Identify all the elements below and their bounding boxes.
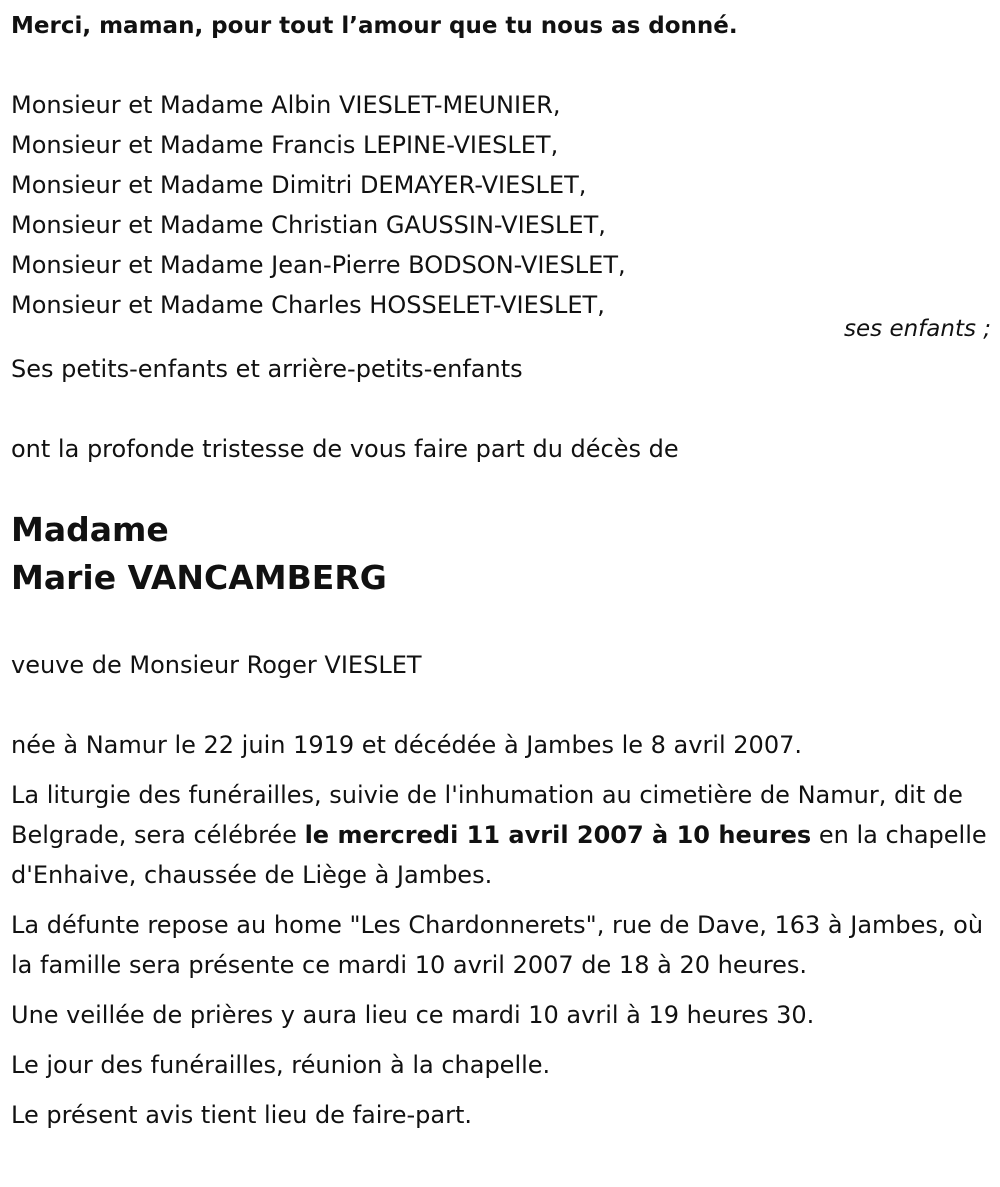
deceased-name: Marie VANCAMBERG: [11, 558, 387, 597]
notice-text: Le présent avis tient lieu de faire-part.: [11, 1101, 473, 1129]
funeral-text-start: La liturgie des funérailles, suivie de l'inhumation au cimetière de Namur, dit de Belgrade, sera célébrée: [11, 781, 963, 849]
funeral-details: [11, 725, 991, 1145]
child-couple: Monsieur et Madame Christian GAUSSIN-VIESLET,: [11, 211, 606, 239]
funeral-date-highlight: le mercredi 11 avril 2007 à 10 heures: [304, 821, 812, 849]
announcement-line: ont la profonde tristesse de vous faire part du décès de: [11, 435, 679, 463]
grandchildren-line: Ses petits-enfants et arrière-petits-enfants: [11, 355, 523, 383]
child-couple: Monsieur et Madame Francis LEPINE-VIESLET,: [11, 131, 559, 159]
child-couple: Monsieur et Madame Charles HOSSELET-VIESLET,: [11, 291, 605, 319]
vigil-text: Une veillée de prières y aura lieu ce mardi 10 avril à 19 heures 30.: [11, 1001, 815, 1029]
children-role: ses enfants ;: [844, 316, 991, 342]
child-couple: Monsieur et Madame Jean-Pierre BODSON-VIESLET,: [11, 251, 626, 279]
funeral-text-end: en la chapelle d'Enhaive, chaussée de Liège à Jambes.: [11, 821, 987, 889]
widow-of-line: veuve de Monsieur Roger VIESLET: [11, 651, 422, 679]
deceased-title: Madame: [11, 510, 169, 549]
children-list: [11, 85, 626, 325]
child-couple: Monsieur et Madame Albin VIESLET-MEUNIER,: [11, 91, 561, 119]
birth-death-text: née à Namur le 22 juin 1919 et décédée à Jambes le 8 avril 2007.: [11, 731, 802, 759]
meeting-text: Le jour des funérailles, réunion à la chapelle.: [11, 1051, 551, 1079]
child-couple: Monsieur et Madame Dimitri DEMAYER-VIESLET,: [11, 171, 587, 199]
deceased-name-block: [11, 506, 387, 602]
funeral-text: [11, 775, 991, 895]
viewing-text: La défunte repose au home "Les Chardonnerets", rue de Dave, 163 à Jambes, où la famille sera présente ce mardi 10 avril 2007 de 18 à 20 heures.: [11, 911, 984, 979]
dedication-line: Merci, maman, pour tout l’amour que tu nous as donné.: [11, 13, 738, 39]
